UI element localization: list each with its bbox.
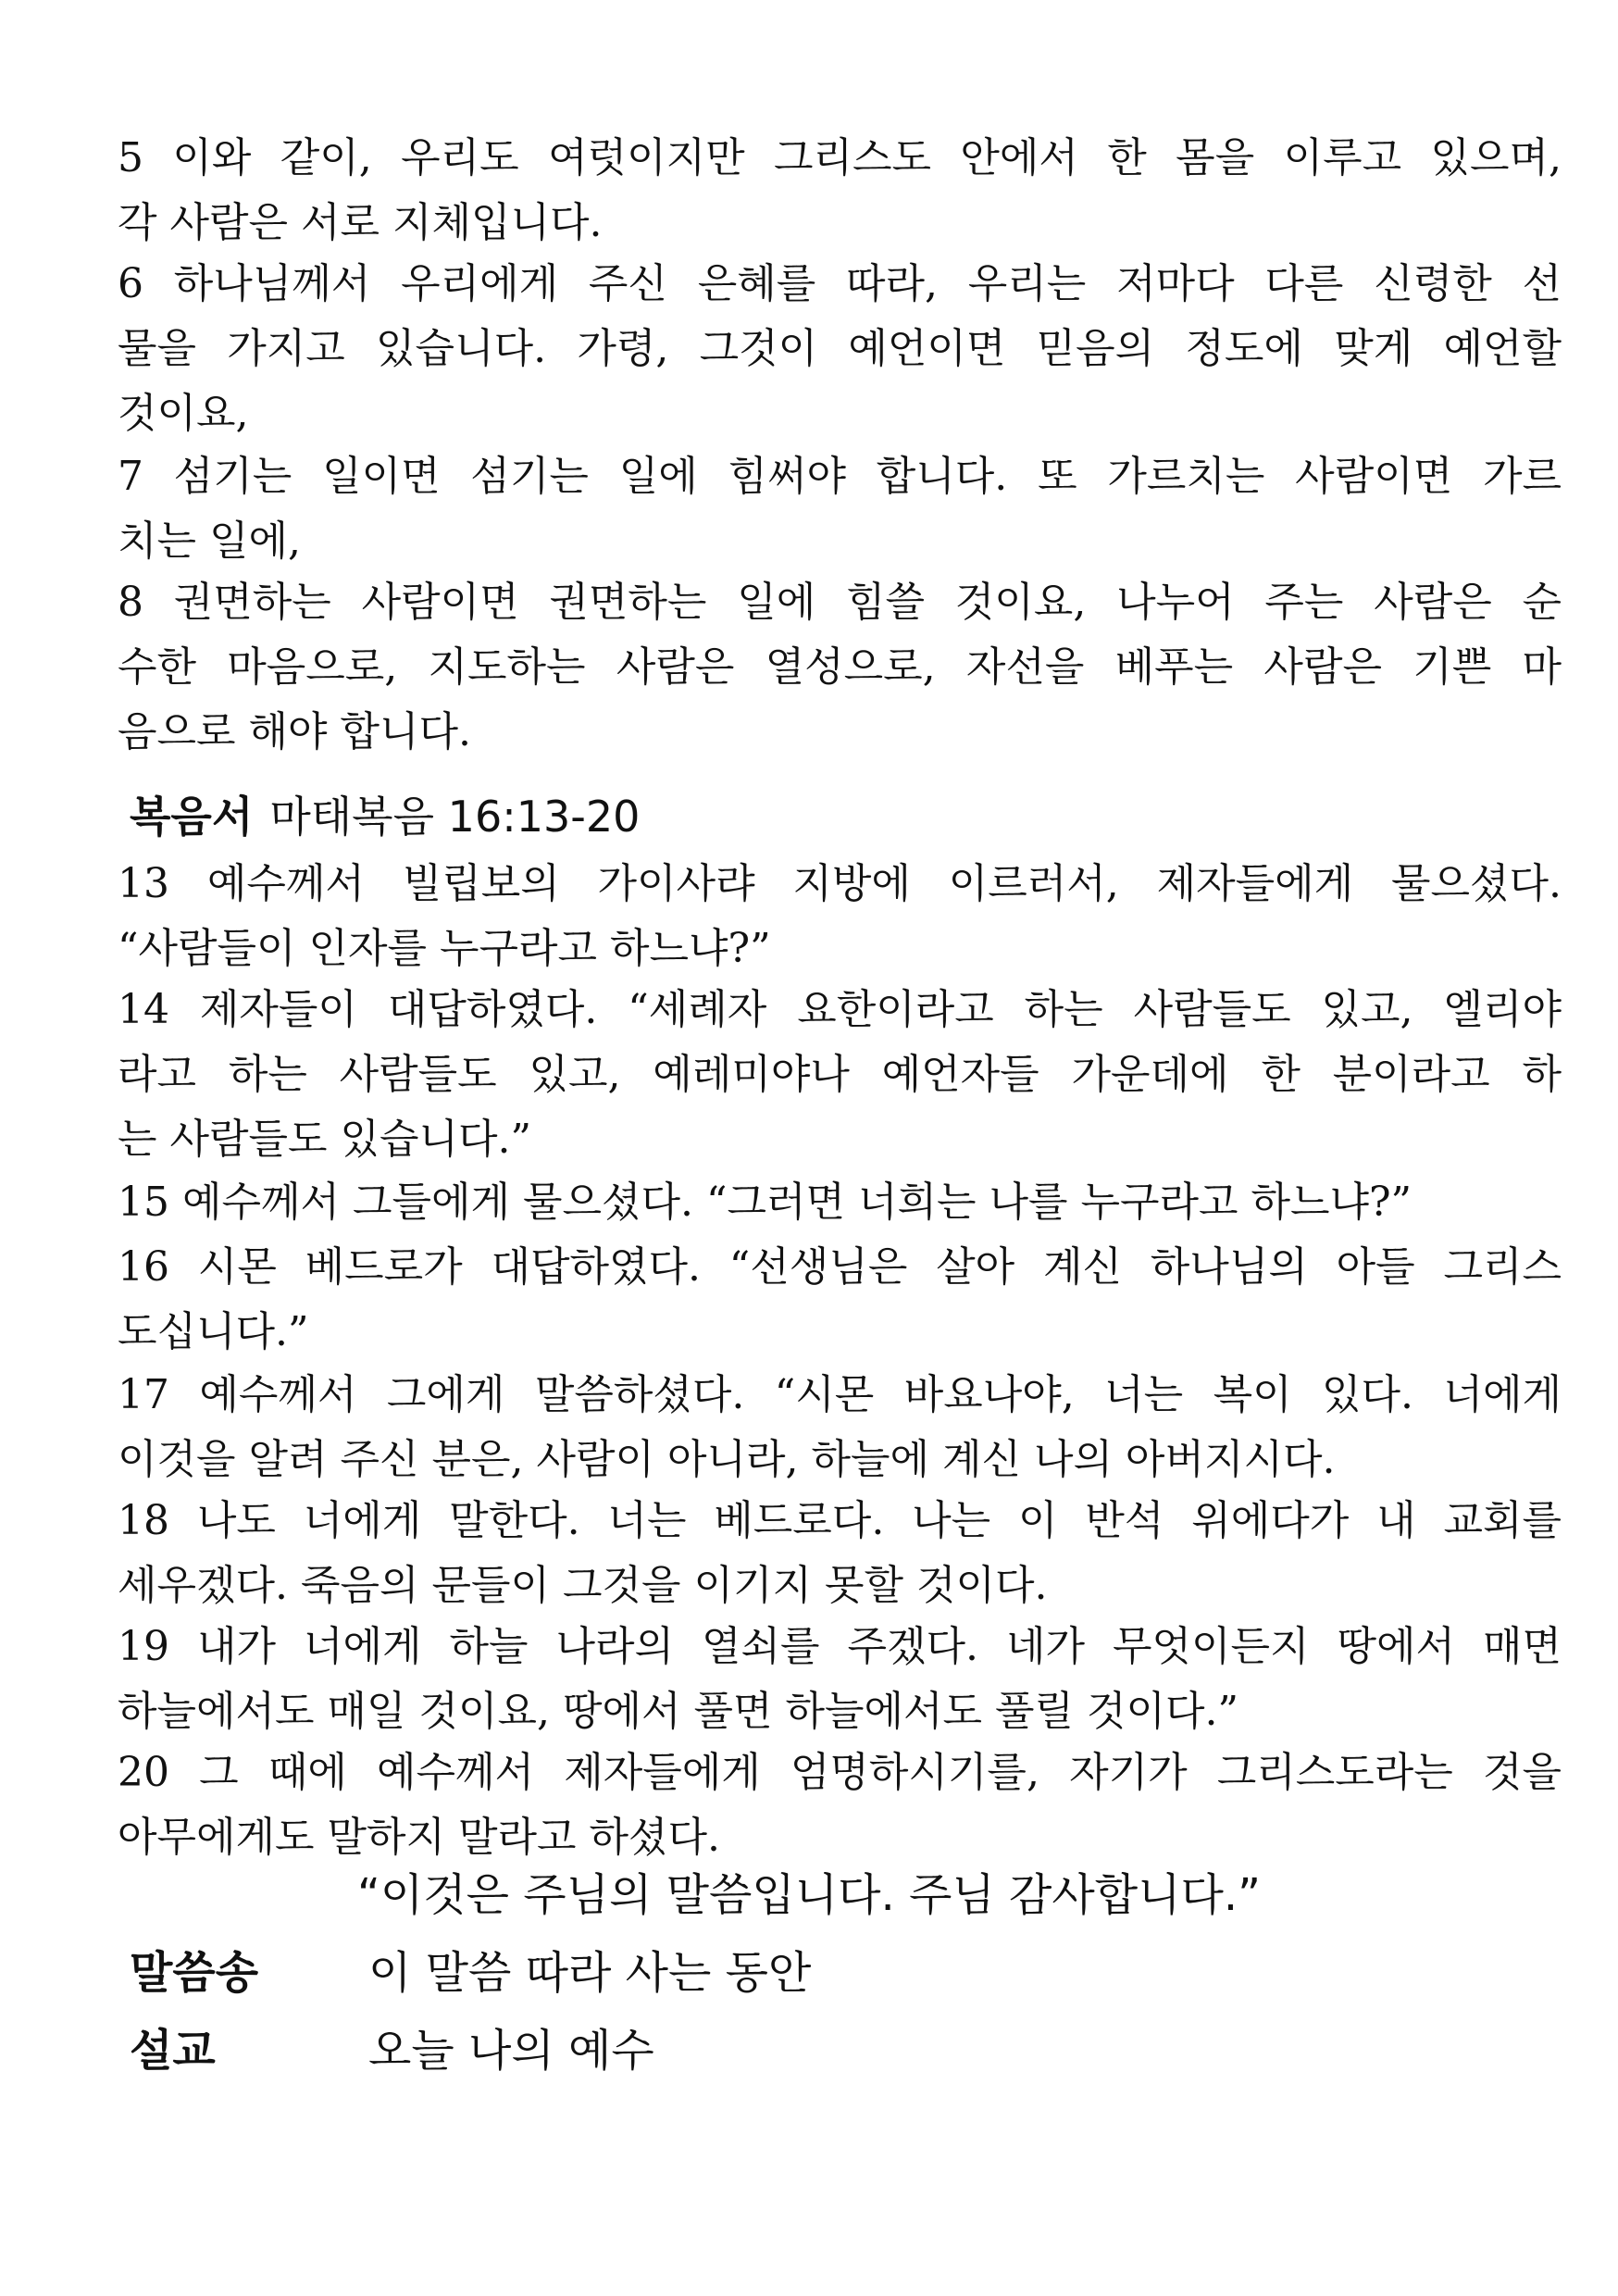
order-item-label: 말씀송: [130, 1947, 259, 1999]
verse-line: 13 예수께서 빌립보의 가이사랴 지방에 이르러서, 제자들에게 물으셨다.: [118, 860, 1562, 907]
verse-line: 18 나도 너에게 말한다. 너는 베드로다. 나는 이 반석 위에다가 내 교회를: [118, 1497, 1562, 1544]
verse-line: 7 섬기는 일이면 섬기는 일에 힘써야 합니다. 또 가르치는 사람이면 가르: [118, 453, 1562, 500]
verse-line: 20 그 때에 예수께서 제자들에게 엄명하시기를, 자기가 그리스도라는 것을: [118, 1749, 1562, 1796]
verse-line: 15 예수께서 그들에게 물으셨다. “그러면 너희는 나를 누구라고 하느냐?”: [118, 1179, 1413, 1226]
verse-line: 17 예수께서 그에게 말씀하셨다. “시몬 바요나야, 너는 복이 있다. 너에게: [118, 1371, 1562, 1418]
verse-line: 것이요,: [118, 390, 249, 437]
verse-line: 세우겠다. 죽음의 문들이 그것을 이기지 못할 것이다.: [118, 1562, 1048, 1609]
verse-line: 라고 하는 사람들도 있고, 예레미야나 예언자들 가운데에 한 분이라고 하: [118, 1051, 1562, 1098]
verse-line: 16 시몬 베드로가 대답하였다. “선생님은 살아 계신 하나님의 아들 그리스: [118, 1243, 1562, 1291]
gospel-heading: [130, 789, 640, 844]
verse-17: [118, 1363, 1562, 1492]
verse-16: [118, 1235, 1562, 1365]
order-item-value: 이 말씀 따라 사는 동안: [368, 1947, 812, 1999]
verse-line: “사람들이 인자를 누구라고 하느냐?”: [118, 925, 771, 972]
verse-line: 물을 가지고 있습니다. 가령, 그것이 예언이면 믿음의 정도에 맞게 예언할: [118, 325, 1562, 372]
verse-line: 5 이와 같이, 우리도 여럿이지만 그리스도 안에서 한 몸을 이루고 있으며,: [118, 134, 1562, 181]
closing-declaration: “이것은 주님의 말씀입니다. 주님 감사합니다.”: [357, 1869, 1261, 1921]
verse-6: [118, 252, 1562, 446]
order-item-value: 오늘 나의 예수: [368, 2025, 654, 2077]
verse-line: 는 사람들도 있습니다.”: [118, 1116, 531, 1163]
verse-line: 6 하나님께서 우리에게 주신 은혜를 따라, 우리는 저마다 다른 신령한 선: [118, 260, 1562, 307]
verse-8: [118, 570, 1562, 765]
verse-line: 14 제자들이 대답하였다. “세례자 요한이라고 하는 사람들도 있고, 엘리야: [118, 986, 1562, 1033]
verse-line: 도십니다.”: [118, 1308, 309, 1355]
order-item-hymn: [130, 1940, 811, 2005]
verse-18: [118, 1489, 1562, 1618]
order-item-label: 설교: [130, 2025, 216, 2077]
verse-13: [118, 852, 1562, 981]
verse-5: [118, 126, 1562, 256]
gospel-label: 복음서: [130, 792, 254, 842]
verse-7: [118, 444, 1562, 574]
order-item-sermon: [130, 2018, 654, 2083]
gospel-reference: 마태복음 16:13-20: [269, 792, 641, 842]
verse-line: 아무에게도 말하지 말라고 하셨다.: [118, 1814, 720, 1861]
verse-20: [118, 1741, 1562, 1870]
verse-line: 수한 마음으로, 지도하는 사람은 열성으로, 자선을 베푸는 사람은 기쁜 마: [118, 643, 1562, 691]
verse-line: 8 권면하는 사람이면 권면하는 일에 힘쓸 것이요, 나누어 주는 사람은 순: [118, 579, 1562, 626]
verse-19: [118, 1615, 1562, 1744]
verse-line: 이것을 알려 주신 분은, 사람이 아니라, 하늘에 계신 나의 아버지시다.: [118, 1436, 1336, 1483]
verse-14: [118, 978, 1562, 1172]
verse-line: 하늘에서도 매일 것이요, 땅에서 풀면 하늘에서도 풀릴 것이다.”: [118, 1688, 1238, 1735]
verse-line: 치는 일에,: [118, 518, 301, 565]
verse-line: 음으로 해야 합니다.: [118, 708, 471, 755]
verse-line: 각 사람은 서로 지체입니다.: [118, 199, 603, 246]
verse-15: [118, 1170, 1534, 1235]
verse-line: 19 내가 너에게 하늘 나라의 열쇠를 주겠다. 네가 무엇이든지 땅에서 매면: [118, 1623, 1562, 1670]
